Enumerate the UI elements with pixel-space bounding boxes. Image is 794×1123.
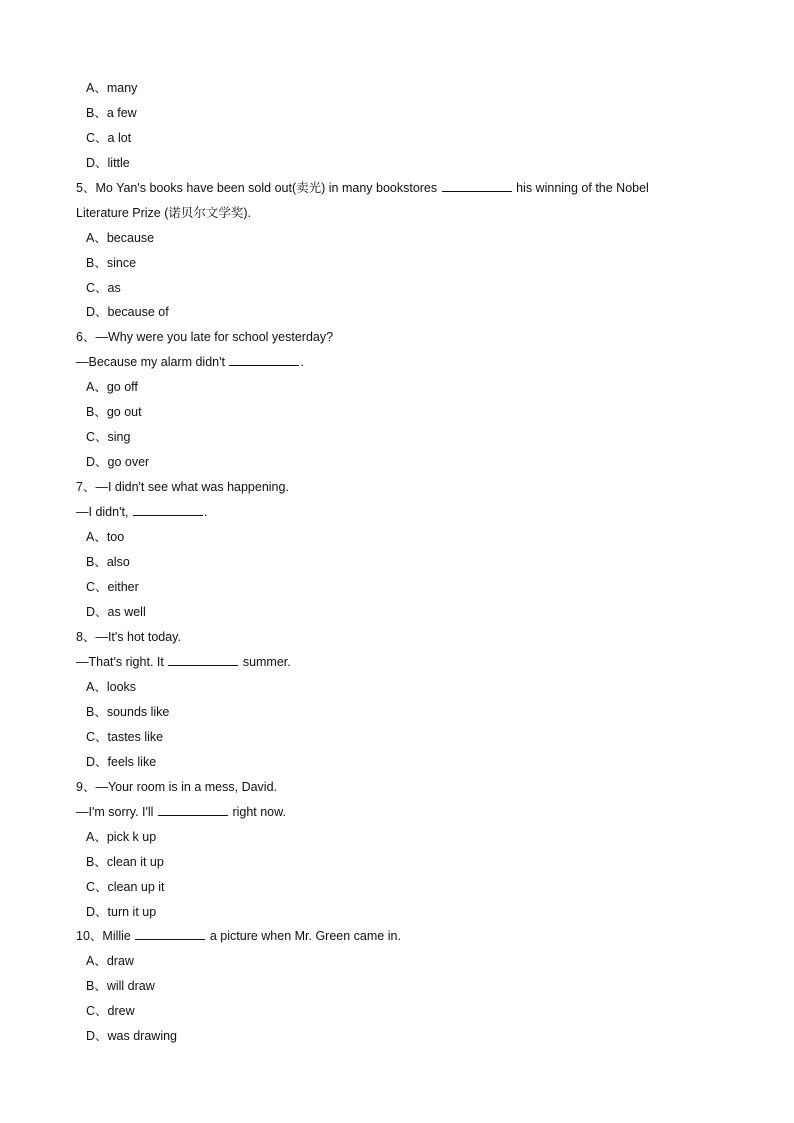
q5-option-c: C、as (86, 281, 121, 295)
q7-stem-line2 (76, 500, 207, 525)
q4-option-c: C、a lot (86, 131, 132, 145)
q7-stem-text-before: —I didn't, (76, 505, 129, 519)
q9-stem-line1: 9、—Your room is in a mess, David. (76, 780, 278, 794)
q9-option-c: C、clean up it (86, 880, 165, 894)
q10-stem-text-before: 10、Millie (76, 929, 131, 943)
q8-answer-blank (168, 653, 238, 666)
q9-answer-blank (158, 803, 228, 816)
q7-stem-text-after: . (203, 505, 208, 519)
q10-option-c: C、drew (86, 1004, 135, 1018)
q5-option-b: B、since (86, 256, 137, 270)
q7-option-a: A、too (86, 530, 125, 544)
q5-stem-text-before: 5、Mo Yan's books have been sold out(卖光) in many bookstores (76, 181, 438, 195)
q9-option-d: D、turn it up (86, 905, 157, 919)
q8-option-c: C、tastes like (86, 730, 164, 744)
q8-stem-line1: 8、—It's hot today. (76, 630, 181, 644)
q5-stem-line2: Literature Prize (诺贝尔文学奖). (76, 206, 252, 220)
q4-option-a: A、many (86, 81, 138, 95)
q10-option-a: A、draw (86, 954, 134, 968)
q6-option-d: D、go over (86, 455, 150, 469)
q8-stem-text-before: —That's right. It (76, 655, 164, 669)
q4-option-d: D、little (86, 156, 130, 170)
q10-stem-line1 (76, 924, 401, 949)
q9-stem-text-after: right now. (232, 805, 286, 819)
q10-option-b: B、will draw (86, 979, 155, 993)
q7-option-d: D、as well (86, 605, 146, 619)
q5-stem-line1 (76, 176, 649, 201)
q5-answer-blank (442, 179, 512, 192)
q9-stem-text-before: —I'm sorry. I'll (76, 805, 154, 819)
q5-option-d: D、because of (86, 305, 169, 319)
q10-answer-blank (135, 927, 205, 940)
q7-answer-blank (133, 503, 203, 516)
q8-option-b: B、sounds like (86, 705, 170, 719)
q7-option-c: C、either (86, 580, 139, 594)
q6-stem-line2 (76, 350, 304, 375)
q10-stem-text-after: a picture when Mr. Green came in. (209, 929, 401, 943)
q6-answer-blank (229, 353, 299, 366)
q6-option-c: C、sing (86, 430, 131, 444)
q6-option-a: A、go off (86, 380, 138, 394)
q6-stem-line1: 6、—Why were you late for school yesterday? (76, 330, 334, 344)
q5-stem-text-after: his winning of the Nobel (516, 181, 649, 195)
q8-stem-text-after: summer. (242, 655, 291, 669)
q6-option-b: B、go out (86, 405, 142, 419)
q7-option-b: B、also (86, 555, 130, 569)
q8-option-a: A、looks (86, 680, 137, 694)
q8-option-d: D、feels like (86, 755, 157, 769)
q7-stem-line1: 7、—I didn't see what was happening. (76, 480, 289, 494)
q6-stem-text-after: . (300, 355, 304, 369)
q9-option-b: B、clean it up (86, 855, 164, 869)
q4-option-b: B、a few (86, 106, 137, 120)
q5-option-a: A、because (86, 231, 155, 245)
q9-stem-line2 (76, 800, 286, 825)
q9-option-a: A、pick k up (86, 830, 157, 844)
q8-stem-line2 (76, 650, 291, 675)
q10-option-d: D、was drawing (86, 1029, 178, 1043)
q6-stem-text-before: —Because my alarm didn't (76, 355, 225, 369)
